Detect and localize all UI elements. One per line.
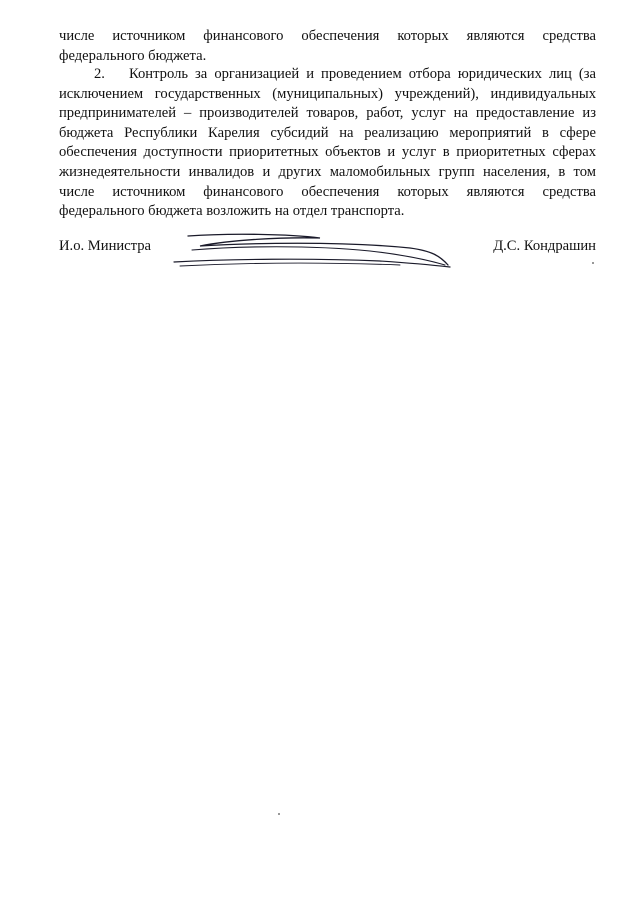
handwritten-signature [170,232,455,272]
paragraph-2 [59,65,596,222]
signature-block [0,232,640,272]
scan-speck [592,262,594,264]
scan-speck [278,813,280,815]
continuation-paragraph [59,27,596,66]
paragraph-2-body [59,65,596,222]
paragraph-number: 2. [94,66,105,82]
continuation-text: числе источником финансового обеспечения которых являются средства федерального бюджета. [59,28,596,64]
signer-name: Д.С. Кондрашин [493,238,596,254]
paragraph-2-text: Контроль за организацией и проведением отбора юридических лиц (за исключением государственных (муниципальных) учреждений), индивидуальных предпринимателей – производителей товаров, работ, услуг на предоставление из бюджета Республики Карелия субсидий на реализацию мероприятий в сфере обеспечения доступности приоритетных объектов и услуг в приоритетных сферах жизнедеятельности инвалидов и других маломобильных групп населения, в том числе источником финансового обеспечения которых являются средства федерального бюджета возложить на отдел транспорта. [59,66,596,220]
signer-title: И.о. Министра [59,238,151,254]
